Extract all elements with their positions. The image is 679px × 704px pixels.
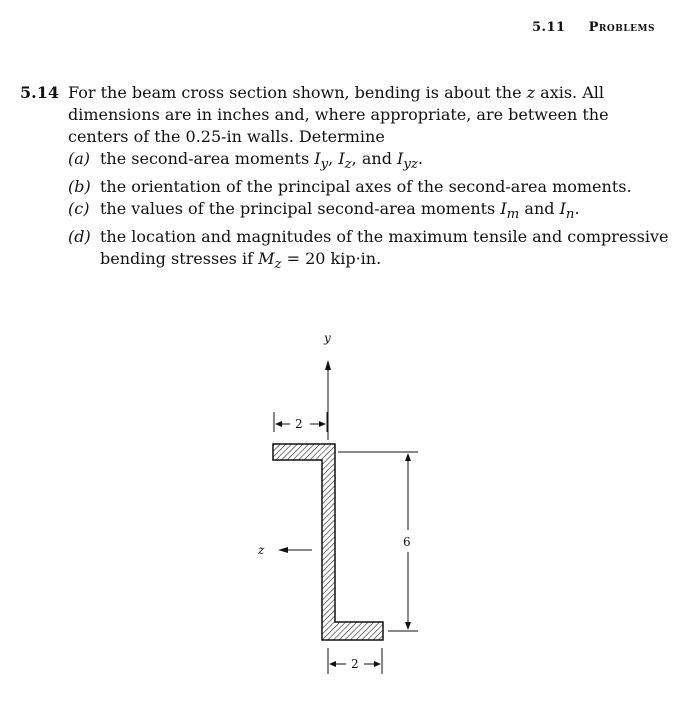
z-section-shape	[273, 444, 383, 640]
iz-symbol: I	[338, 149, 345, 168]
top-dim-label: 2	[295, 417, 303, 431]
part-a-end: .	[417, 149, 423, 168]
mz-subscript: z	[274, 257, 282, 273]
part-d-moment: = 20 kip·in.	[281, 249, 382, 269]
intro-text-b: axis. All dimensions are in inches and, where appropriate, are between the centers of the 0.25-in walls. Determine	[68, 83, 609, 146]
part-a-sep1: ,	[328, 149, 339, 168]
section-title: Problems	[588, 20, 655, 35]
z-axis-arrowhead	[278, 547, 288, 553]
bottom-dim-label: 2	[351, 657, 359, 671]
problem-intro	[68, 82, 670, 148]
part-b-label: (b)	[68, 177, 91, 197]
beam-cross-section-figure	[240, 320, 440, 700]
section-number: 5.11	[531, 20, 566, 35]
problem-number: 5.14	[20, 83, 59, 102]
problem-5-14	[20, 82, 670, 277]
height-dim-label: 6	[403, 535, 411, 549]
y-axis-label: y	[324, 331, 331, 345]
beam-section-diagram	[240, 320, 440, 700]
iy-subscript: y	[320, 157, 329, 173]
iyz-subscript: yz	[403, 157, 418, 173]
im-symbol: I	[500, 199, 507, 219]
part-c-text: the values of the principal second-area moments	[100, 199, 501, 219]
part-d-label: (d)	[68, 227, 91, 247]
in-subscript: n	[565, 207, 575, 223]
part-a-sep2: , and	[351, 149, 398, 168]
page-header	[532, 20, 655, 35]
im-subscript: m	[506, 207, 520, 223]
iyz-symbol: I	[397, 149, 404, 168]
part-c	[68, 198, 670, 226]
z-axis-label: z	[258, 543, 265, 557]
bottom-dim-arrow-left	[329, 661, 336, 667]
part-d-text: the location and magnitudes of the maximum tensile and compressive bending stresses if	[100, 227, 669, 269]
part-b	[68, 176, 670, 198]
height-dim-arrow-bottom	[405, 622, 411, 630]
top-dim-arrow-right	[319, 421, 326, 427]
part-c-sep: and	[519, 199, 560, 219]
bottom-dim-arrow-right	[374, 661, 381, 667]
part-c-label: (c)	[68, 199, 90, 219]
part-c-end: .	[574, 199, 580, 219]
top-dim-arrow-left	[275, 421, 282, 427]
iy-symbol: I	[314, 149, 321, 168]
part-a-label: (a)	[68, 149, 91, 168]
in-symbol: I	[559, 199, 566, 219]
intro-axis: z	[526, 83, 536, 102]
part-a	[68, 148, 670, 176]
iz-subscript: z	[344, 157, 352, 173]
height-dim-arrow-top	[405, 453, 411, 461]
part-d	[68, 226, 670, 276]
intro-text-a: For the beam cross section shown, bending is about the	[68, 83, 527, 102]
part-b-text: the orientation of the principal axes of the second-area moments.	[100, 177, 632, 197]
y-axis-arrowhead	[325, 360, 331, 370]
problem-body	[68, 82, 670, 277]
mz-symbol: M	[258, 249, 275, 269]
part-a-text: the second-area moments	[100, 149, 315, 168]
